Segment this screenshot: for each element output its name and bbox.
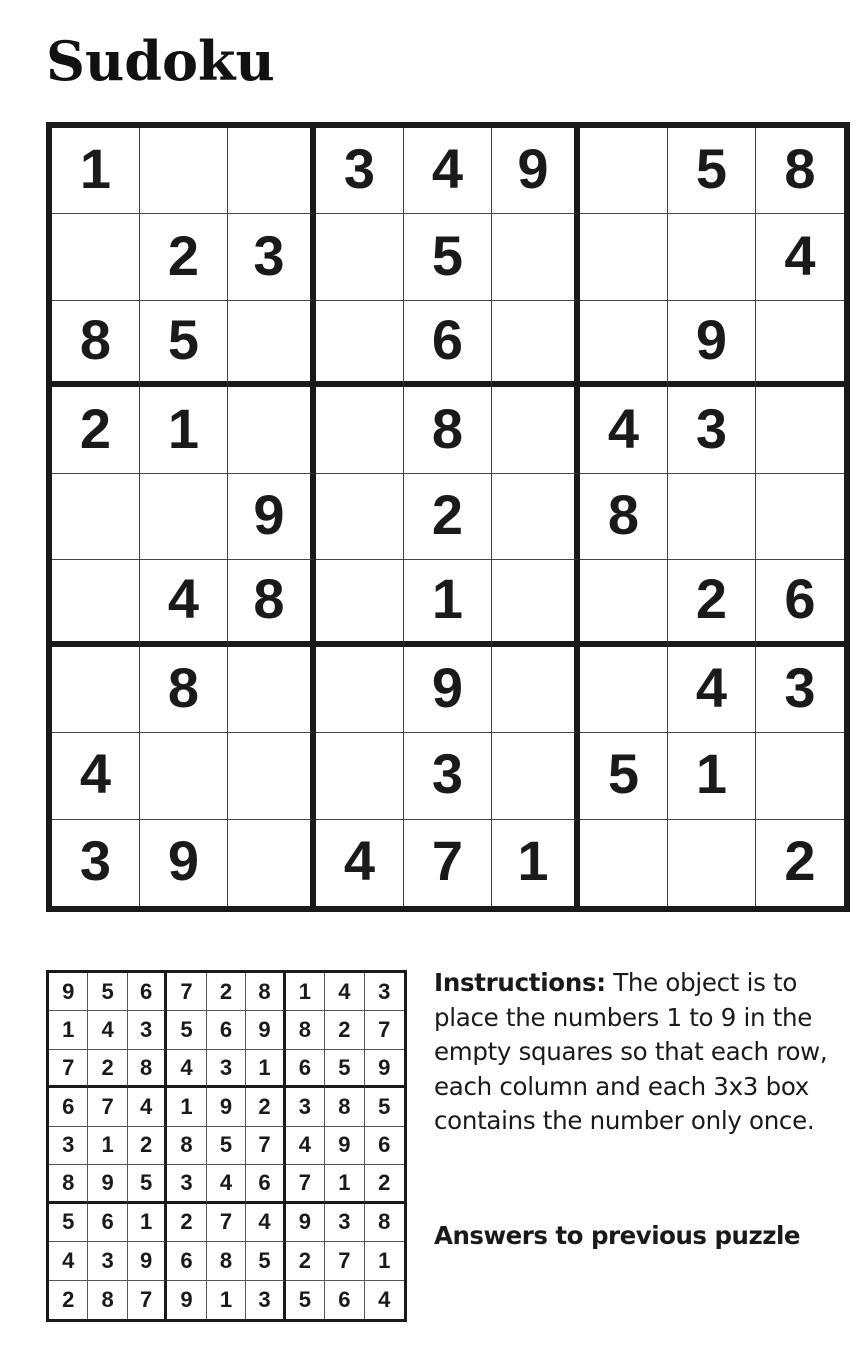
- answers-caption: Answers to previous puzzle: [434, 1221, 801, 1250]
- answer-cell: 9: [49, 973, 88, 1011]
- puzzle-cell: 8: [404, 387, 492, 473]
- puzzle-cell: [492, 474, 580, 560]
- answer-cell: 3: [128, 1011, 167, 1049]
- puzzle-cell: 3: [756, 647, 844, 733]
- answer-cell: 3: [286, 1088, 325, 1126]
- puzzle-cell: 5: [668, 128, 756, 214]
- puzzle-cell: 9: [404, 647, 492, 733]
- answer-cell: 4: [49, 1242, 88, 1280]
- answer-cell: 3: [365, 973, 404, 1011]
- answer-cell: 6: [325, 1281, 364, 1319]
- answer-cell: 4: [325, 973, 364, 1011]
- puzzle-cell: 6: [756, 560, 844, 646]
- puzzle-cell: [316, 733, 404, 819]
- puzzle-cell: 3: [228, 214, 316, 300]
- answer-cell: 4: [378, 1286, 391, 1312]
- puzzle-cell: [580, 647, 668, 733]
- puzzle-cell: 3: [316, 128, 404, 214]
- answer-cell: 3: [88, 1242, 127, 1280]
- answer-cell: 5: [49, 1204, 88, 1242]
- answer-cell: 7: [207, 1204, 246, 1242]
- answer-cell: 7: [167, 973, 206, 1011]
- page-title: Sudoku: [46, 29, 275, 93]
- puzzle-cell: [756, 474, 844, 560]
- puzzle-cell: 9: [140, 820, 228, 906]
- answer-cell: 3: [325, 1204, 364, 1242]
- puzzle-cell: 5: [404, 214, 492, 300]
- answer-cell: 7: [128, 1281, 167, 1319]
- answer-cell: 8: [246, 973, 285, 1011]
- answer-cell: 9: [128, 1242, 167, 1280]
- answer-cell: 9: [365, 1050, 404, 1088]
- puzzle-cell: [492, 647, 580, 733]
- puzzle-cell: 3: [52, 820, 140, 906]
- answer-cell: 6: [49, 1088, 88, 1126]
- answer-cell: 3: [207, 1050, 246, 1088]
- answer-cell: 6: [286, 1050, 325, 1088]
- puzzle-cell: 4: [316, 820, 404, 906]
- answer-cell: 6: [207, 1011, 246, 1049]
- answer-cell: 8: [365, 1204, 404, 1242]
- answer-cell: 3: [167, 1165, 206, 1203]
- answer-cell: 8: [128, 1050, 167, 1088]
- puzzle-cell: [140, 474, 228, 560]
- puzzle-cell: 2: [404, 474, 492, 560]
- answer-cell: 8: [167, 1127, 206, 1165]
- puzzle-cell: 7: [404, 820, 492, 906]
- answer-cell: 7: [365, 1011, 404, 1049]
- puzzle-cell: 8: [228, 560, 316, 646]
- answer-cell: 6: [128, 973, 167, 1011]
- answer-cell: 5: [246, 1242, 285, 1280]
- answer-cell: 6: [365, 1127, 404, 1165]
- puzzle-cell: 9: [668, 301, 756, 387]
- puzzle-cell: [492, 214, 580, 300]
- puzzle-cell: 1: [140, 387, 228, 473]
- puzzle-cell: [228, 128, 316, 214]
- answer-cell: 6: [246, 1165, 285, 1203]
- answer-cell: 4: [207, 1165, 246, 1203]
- puzzle-cell: [52, 214, 140, 300]
- puzzle-cell: 6: [404, 301, 492, 387]
- puzzle-cell: 3: [668, 387, 756, 473]
- puzzle-cell: [580, 301, 668, 387]
- puzzle-cell: [316, 301, 404, 387]
- answer-cell: 2: [167, 1204, 206, 1242]
- answer-cell: 7: [88, 1088, 127, 1126]
- answer-cell: 5: [365, 1088, 404, 1126]
- answer-cell: 7: [49, 1050, 88, 1088]
- sudoku-puzzle-grid: [46, 122, 850, 912]
- puzzle-cell: 8: [580, 474, 668, 560]
- answer-cell: 2: [286, 1242, 325, 1280]
- puzzle-cell: 2: [668, 560, 756, 646]
- answer-cell: 9: [286, 1204, 325, 1242]
- answer-cell: 2: [128, 1127, 167, 1165]
- instructions-body: The object is to place the numbers 1 to 9 in the empty squares so that each row, each column and each 3x3 box contains the number only once.: [434, 968, 828, 1135]
- answer-cell: 8: [325, 1088, 364, 1126]
- puzzle-cell: [228, 820, 316, 906]
- puzzle-cell: 2: [52, 387, 140, 473]
- puzzle-cell: [580, 128, 668, 214]
- puzzle-cell: [492, 560, 580, 646]
- answer-cell: 2: [49, 1281, 88, 1319]
- puzzle-cell: [580, 820, 668, 906]
- puzzle-cell: [316, 214, 404, 300]
- answer-cell: 2: [365, 1165, 404, 1203]
- puzzle-cell: [756, 387, 844, 473]
- answer-cell: 1: [286, 973, 325, 1011]
- answer-cell: 4: [246, 1204, 285, 1242]
- answer-cell: 5: [207, 1127, 246, 1165]
- answer-cell: 8: [49, 1165, 88, 1203]
- puzzle-cell: [52, 560, 140, 646]
- puzzle-cell: 2: [784, 829, 816, 893]
- puzzle-cell: [52, 474, 140, 560]
- answer-cell: 5: [325, 1050, 364, 1088]
- puzzle-cell: [668, 474, 756, 560]
- puzzle-cell: [228, 387, 316, 473]
- puzzle-cell: [140, 128, 228, 214]
- puzzle-cell: 8: [52, 301, 140, 387]
- puzzle-cell: 8: [140, 647, 228, 733]
- answer-cell: 5: [88, 973, 127, 1011]
- puzzle-cell: [316, 560, 404, 646]
- puzzle-cell: [140, 733, 228, 819]
- answer-cell: 1: [246, 1050, 285, 1088]
- answer-cell: 4: [88, 1011, 127, 1049]
- puzzle-cell: [228, 647, 316, 733]
- puzzle-cell: [316, 474, 404, 560]
- puzzle-cell: 5: [140, 301, 228, 387]
- answer-cell: 8: [88, 1281, 127, 1319]
- answer-cell: 4: [167, 1050, 206, 1088]
- instructions-label: Instructions:: [434, 968, 606, 997]
- answer-cell: 6: [167, 1242, 206, 1280]
- puzzle-cell: 1: [404, 560, 492, 646]
- answer-cell: 5: [286, 1281, 325, 1319]
- instructions-text: [434, 966, 834, 1139]
- puzzle-cell: 3: [404, 733, 492, 819]
- puzzle-cell: 1: [492, 820, 580, 906]
- puzzle-cell: [668, 214, 756, 300]
- puzzle-cell: [668, 820, 756, 906]
- puzzle-cell: [580, 560, 668, 646]
- answer-cell: 9: [325, 1127, 364, 1165]
- puzzle-cell: 4: [52, 733, 140, 819]
- answer-cell: 9: [207, 1088, 246, 1126]
- answer-cell: 7: [286, 1165, 325, 1203]
- answer-cell: 1: [128, 1204, 167, 1242]
- answer-cell: 4: [286, 1127, 325, 1165]
- puzzle-cell: [756, 733, 844, 819]
- answer-cell: 8: [286, 1011, 325, 1049]
- puzzle-cell: [492, 733, 580, 819]
- answer-cell: 1: [167, 1088, 206, 1126]
- answer-cell: 5: [167, 1011, 206, 1049]
- answer-cell: 9: [167, 1281, 206, 1319]
- answer-cell: 8: [207, 1242, 246, 1280]
- puzzle-cell: 8: [756, 128, 844, 214]
- puzzle-cell: 4: [140, 560, 228, 646]
- puzzle-cell: [316, 387, 404, 473]
- puzzle-cell: [52, 647, 140, 733]
- puzzle-cell: 1: [52, 128, 140, 214]
- answer-cell: 2: [207, 973, 246, 1011]
- answer-cell: 9: [246, 1011, 285, 1049]
- answer-cell: 7: [325, 1242, 364, 1280]
- puzzle-cell: [580, 214, 668, 300]
- answer-cell: 4: [128, 1088, 167, 1126]
- puzzle-cell: [316, 647, 404, 733]
- puzzle-cell: [756, 301, 844, 387]
- answer-cell: 5: [128, 1165, 167, 1203]
- answer-cell: 3: [49, 1127, 88, 1165]
- answer-cell: 1: [365, 1242, 404, 1280]
- puzzle-cell: 4: [404, 128, 492, 214]
- puzzle-cell: [228, 301, 316, 387]
- answer-cell: 7: [246, 1127, 285, 1165]
- answer-cell: 1: [88, 1127, 127, 1165]
- answer-cell: 2: [325, 1011, 364, 1049]
- puzzle-cell: [228, 733, 316, 819]
- answer-cell: 9: [88, 1165, 127, 1203]
- puzzle-cell: 9: [492, 128, 580, 214]
- answer-cell: 1: [49, 1011, 88, 1049]
- answer-cell: 1: [325, 1165, 364, 1203]
- puzzle-cell: 4: [668, 647, 756, 733]
- answer-cell: 2: [246, 1088, 285, 1126]
- puzzle-cell: [492, 387, 580, 473]
- answer-cell: 3: [246, 1281, 285, 1319]
- puzzle-cell: 2: [140, 214, 228, 300]
- puzzle-cell: 5: [580, 733, 668, 819]
- previous-answer-grid: [46, 970, 407, 1322]
- puzzle-cell: 4: [580, 387, 668, 473]
- puzzle-cell: 4: [756, 214, 844, 300]
- puzzle-cell: 1: [668, 733, 756, 819]
- answer-cell: 6: [88, 1204, 127, 1242]
- answer-cell: 2: [88, 1050, 127, 1088]
- answer-cell: 1: [207, 1281, 246, 1319]
- puzzle-cell: [492, 301, 580, 387]
- puzzle-cell: 9: [228, 474, 316, 560]
